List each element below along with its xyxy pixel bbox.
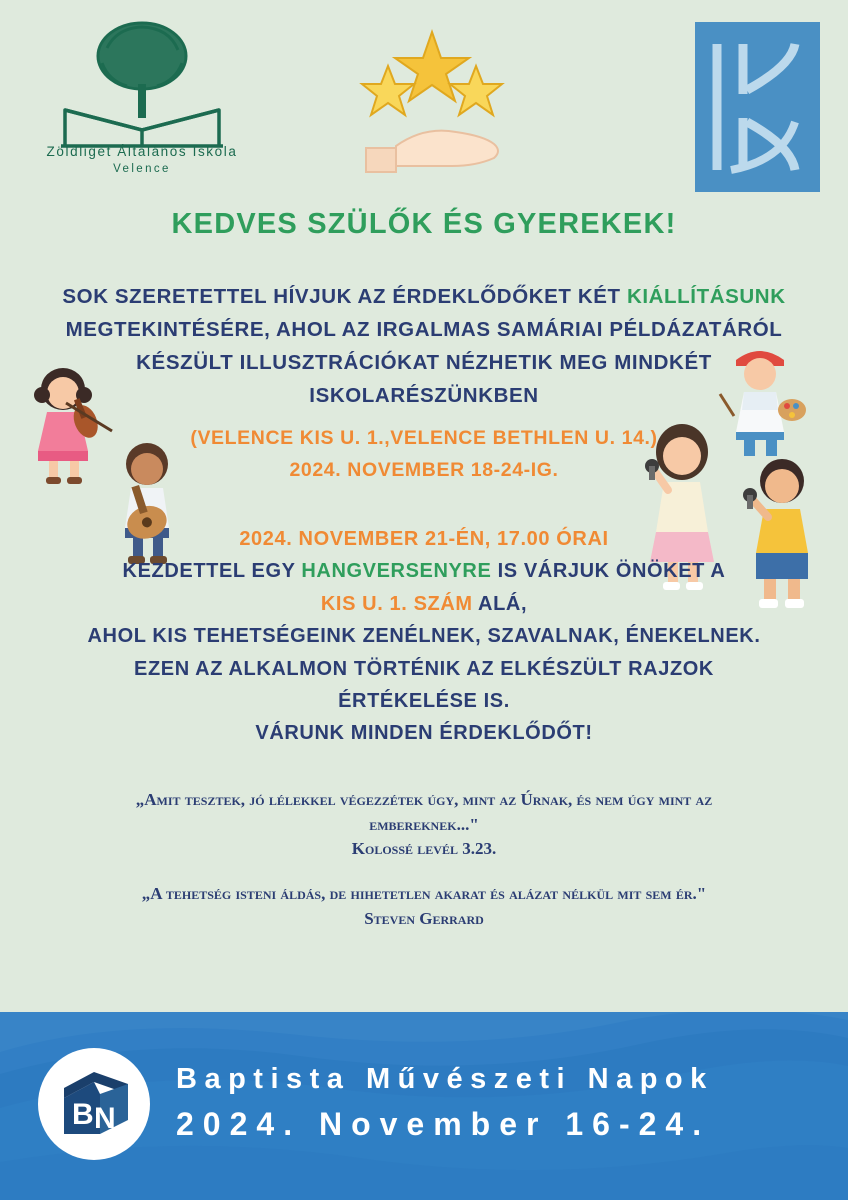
footer-banner — [0, 1012, 848, 1200]
intro-paragraph — [60, 282, 788, 414]
school-logo-name: Zöldliget Általános Iskola — [46, 144, 238, 159]
quote-text: „Amit tesztek, jó lélekkel végezzétek úgy, mint az Úrnak, és nem úgy mint az embereknek..." — [135, 790, 713, 834]
concert-datetime: 2024. NOVEMBER 21-ÉN, 17.00 ÓRAI — [239, 528, 609, 550]
page-title: KEDVES SZÜLŐK ÉS GYEREKEK! — [171, 208, 677, 240]
concert-line-3: EZEN AZ ALKALMON TÖRTÉNIK AZ ELKÉSZÜLT RAJZOK — [134, 657, 714, 680]
quotes-section — [80, 788, 768, 951]
exhibition-dates-line: 2024. NOVEMBER 18-24-IG. — [289, 458, 559, 481]
concert-venue-rest: ALÁ, — [472, 592, 528, 615]
footer-badge — [38, 1048, 150, 1160]
intro-line-3: KÉSZÜLT ILLUSZTRÁCIÓKAT NÉZHETIK MEG MINDKÉT — [136, 351, 712, 375]
concert-line-1 — [60, 557, 788, 585]
quote-text: „A tehetség isteni áldás, de hihetetlen akarat és alázat nélkül mit sem ér." — [141, 883, 707, 903]
concert-paragraph — [60, 525, 788, 752]
quote-item — [80, 882, 768, 931]
intro-line-1-text: SOK SZERETETTEL HÍVJUK AZ ÉRDEKLŐDŐKET KÉT — [62, 285, 627, 308]
baptist-education-logo-icon — [695, 22, 820, 192]
concert-line-1-prefix: KEZDETTEL EGY — [122, 560, 302, 583]
quote-source: Kolossé levél 3.23. — [351, 839, 497, 859]
concert-line-4: ÉRTÉKELÉSE IS. — [338, 689, 510, 712]
school-logo-city: Velence — [113, 163, 171, 175]
intro-line-2: MEGTEKINTÉSÉRE, AHOL AZ IRGALMAS SAMÁRIAI PÉLDÁZATÁRÓL — [65, 318, 783, 342]
exhibition-highlight: KIÁLLÍTÁSUNK — [626, 285, 786, 308]
venues-line: (VELENCE KIS U. 1.,VELENCE BETHLEN U. 14.) — [190, 427, 658, 449]
concert-line-1-suffix: IS VÁRJUK ÖNÖKET A — [491, 560, 726, 583]
footer-text — [176, 1060, 826, 1146]
school-logo — [22, 18, 262, 193]
concert-line-5: VÁRUNK MINDEN ÉRDEKLŐDŐT! — [255, 722, 593, 745]
intro-line-1 — [60, 282, 788, 311]
concert-line-2: AHOL KIS TEHETSÉGEINK ZENÉLNEK, SZAVALNAK, ÉNEKELNEK. — [87, 625, 761, 648]
footer-title: Baptista Művészeti Napok — [176, 1063, 714, 1095]
svg-text:N: N — [94, 1102, 116, 1135]
quote-item — [80, 788, 768, 862]
intro-line-4: ISKOLARÉSZÜNKBEN — [309, 384, 539, 408]
hand-holding-stars-icon — [352, 20, 512, 180]
venue-and-dates — [60, 425, 788, 488]
quote-source: Steven Gerrard — [364, 908, 484, 928]
concert-venue-line — [60, 590, 788, 618]
footer-date: 2024. November 16-24. — [176, 1106, 711, 1143]
tree-and-open-book-icon — [47, 18, 237, 148]
svg-text:B: B — [72, 1098, 94, 1131]
concert-highlight: HANGVERSENYRE — [301, 560, 492, 583]
bmn-monogram-icon — [48, 1058, 140, 1150]
concert-venue-highlight: KIS U. 1. SZÁM — [320, 592, 473, 615]
